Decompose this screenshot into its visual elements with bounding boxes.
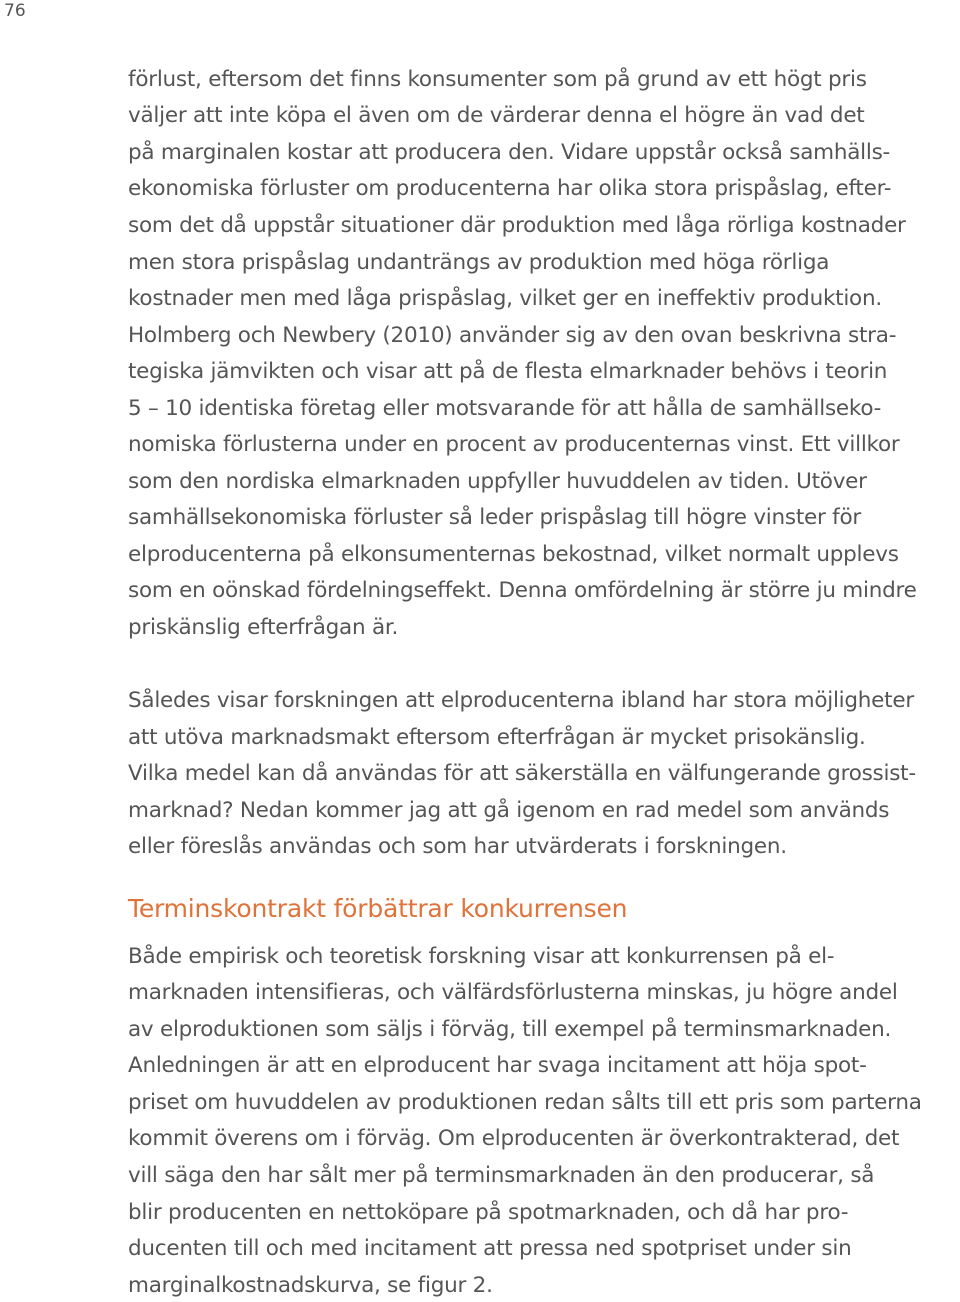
text-line: Både empirisk och teoretisk forskning visar att konkurrensen på el- <box>128 944 835 969</box>
text-line: att utöva marknadsmakt eftersom efterfrågan är mycket prisokänslig. <box>128 725 866 750</box>
text-line: ducenten till och med incitament att pressa ned spotpriset under sin <box>128 1236 852 1261</box>
page-number: 76 <box>4 1 26 21</box>
text-line: priset om huvuddelen av produktionen redan sålts till ett pris som parterna <box>128 1090 922 1115</box>
text-line: förlust, eftersom det finns konsumenter som på grund av ett högt pris <box>128 67 867 92</box>
text-line: Anledningen är att en elproducent har svaga incitament att höja spot- <box>128 1053 867 1078</box>
text-line: väljer att inte köpa el även om de värderar denna el högre än vad det <box>128 103 865 128</box>
text-line: som det då uppstår situationer där produktion med låga rörliga kostnader <box>128 213 906 238</box>
text-line: blir producenten en nettoköpare på spotmarknaden, och då har pro- <box>128 1200 849 1225</box>
text-line: av elproduktionen som säljs i förväg, till exempel på terminsmarknaden. <box>128 1017 892 1042</box>
text-line: ekonomiska förluster om producenterna har olika stora prispåslag, efter- <box>128 176 892 201</box>
text-line: vill säga den har sålt mer på terminsmarknaden än den producerar, så <box>128 1163 875 1188</box>
text-line: 5 – 10 identiska företag eller motsvarande för att hålla de samhällseko- <box>128 396 882 421</box>
text-line: på marginalen kostar att producera den. Vidare uppstår också samhälls- <box>128 140 891 165</box>
text-line: tegiska jämvikten och visar att på de flesta elmarknader behövs i teorin <box>128 359 888 384</box>
text-line: priskänslig efterfrågan är. <box>128 615 399 640</box>
text-line: Således visar forskningen att elproducenterna ibland har stora möjligheter <box>128 688 914 713</box>
text-line: marginalkostnadskurva, se figur 2. <box>128 1273 493 1298</box>
text-line: marknad? Nedan kommer jag att gå igenom en rad medel som används <box>128 798 890 823</box>
text-line: eller föreslås användas och som har utvärderats i forskningen. <box>128 834 787 859</box>
text-line: men stora prispåslag undanträngs av produktion med höga rörliga <box>128 250 830 275</box>
text-line: kostnader men med låga prispåslag, vilket ger en ineffektiv produktion. <box>128 286 882 311</box>
text-line: nomiska förlusterna under en procent av producenternas vinst. Ett villkor <box>128 432 900 457</box>
section-heading: Terminskontrakt förbättrar konkurrensen <box>128 894 628 923</box>
text-line: elproducenterna på elkonsumenternas bekostnad, vilket normalt upplevs <box>128 542 899 567</box>
text-line: samhällsekonomiska förluster så leder prispåslag till högre vinster för <box>128 505 861 530</box>
text-line: som den nordiska elmarknaden uppfyller huvuddelen av tiden. Utöver <box>128 469 867 494</box>
text-line: marknaden intensifieras, och välfärdsförlusterna minskas, ju högre andel <box>128 980 898 1005</box>
text-line: kommit överens om i förväg. Om elproducenten är överkontrakterad, det <box>128 1126 900 1151</box>
text-line: Holmberg och Newbery (2010) använder sig av den ovan beskrivna stra- <box>128 323 897 348</box>
text-line: Vilka medel kan då användas för att säkerställa en välfungerande grossist- <box>128 761 916 786</box>
text-line: som en oönskad fördelningseffekt. Denna omfördelning är större ju mindre <box>128 578 917 603</box>
